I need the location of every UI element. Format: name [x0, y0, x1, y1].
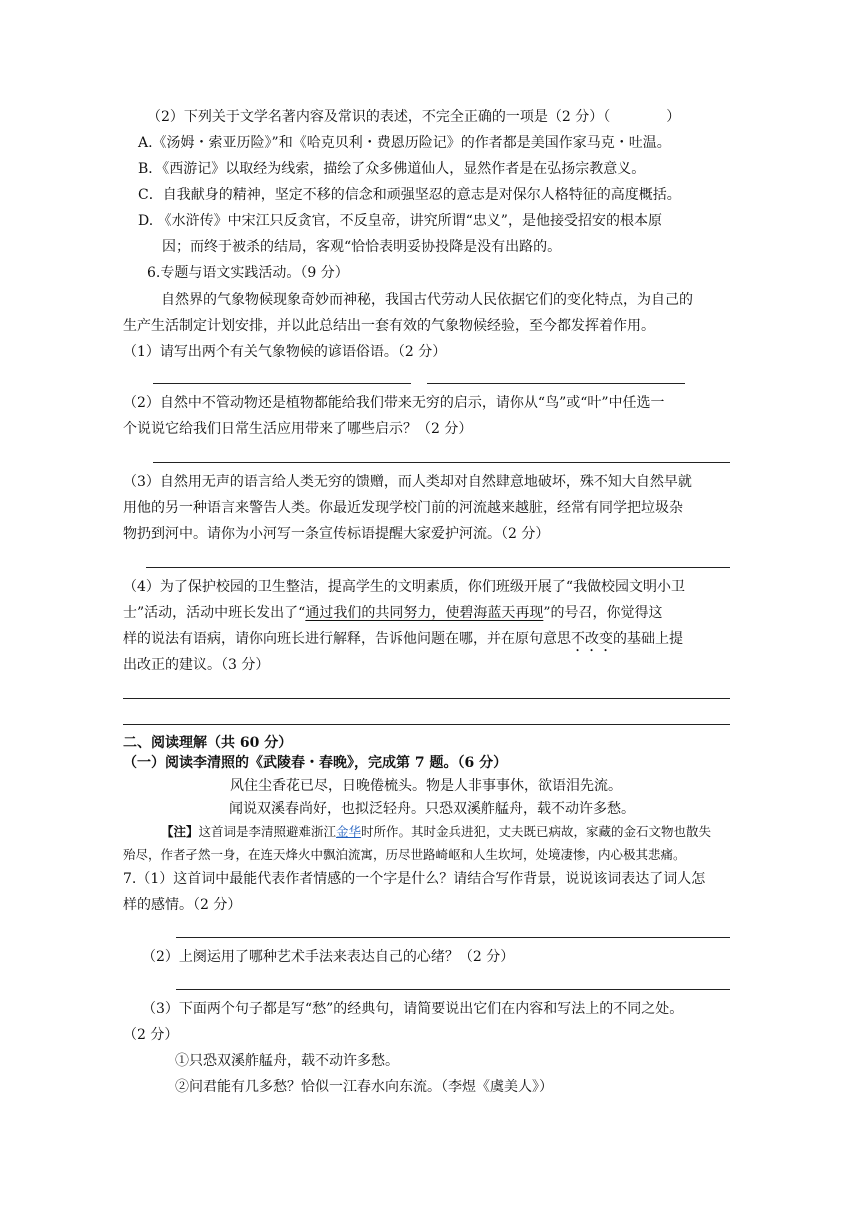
q6-title: 6.专题与语文实践活动。（9 分）	[147, 265, 349, 281]
poem-note-text-b: 时所作。其时金兵进犯，丈夫既已病故，家藏的金石文物也散失	[361, 824, 712, 839]
q6-part3-line2: 用他的另一种语言来警告人类。你最近发现学校门前的河流越来越脏，经常有同学把垃圾杂	[123, 500, 683, 516]
section2-sub1-heading: （一）阅读李清照的《武陵春・春晚》，完成第 7 题。（6 分）	[123, 755, 508, 771]
q7-part1-line1: 7.（1）这首词中最能代表作者情感的一个字是什么？请结合写作背景，说说该词表达了词人怎	[123, 871, 706, 887]
q6-part4-line3	[123, 629, 683, 655]
q7-part1-line2: 样的感情。（2 分）	[123, 897, 242, 913]
q5-2-option-b: B．《西游记》以取经为线索，描绘了众多佛道仙人，显然作者是在弘扬宗教意义。	[138, 161, 646, 177]
q6-part2-answer-line[interactable]	[153, 462, 730, 463]
q6-part4-line2	[123, 603, 663, 623]
q6-part4-line4: 出改正的建议。（3 分）	[123, 657, 270, 673]
q7-part2-answer-line[interactable]	[176, 989, 730, 990]
q6-part3-line1: （3）自然用无声的语言给人类无穷的馈赠，而人类却对自然肆意地破坏，殊不知大自然早就	[123, 474, 692, 490]
poem-line2: 闻说双溪春尚好，也拟泛轻舟。只恐双溪舴艋舟，载不动许多愁。	[229, 801, 635, 817]
q7-part1-answer-line[interactable]	[176, 937, 730, 938]
q6-part1-answer-line-2[interactable]	[427, 383, 685, 384]
q6-part3-line3: 物扔到河中。请你为小河写一条宣传标语提醒大家爱护河流。（2 分）	[123, 526, 550, 542]
q6-part1-answer-line-1[interactable]	[153, 383, 411, 384]
q7-part3-line1: （3）下面两个句子都是写“愁”的经典句，请简要说出它们在内容和写法上的不同之处。	[142, 1001, 684, 1017]
poem-note-text-a: 这首词是李清照避难浙江	[198, 824, 337, 839]
q7-part3-line2: （2 分）	[123, 1027, 179, 1043]
q6-intro-line1: 自然界的气象物候现象奇妙而神秘，我国古代劳动人民依据它们的变化特点，为自己的	[161, 292, 693, 308]
q6-part4-line3-text: 样的说法有语病，请你向班长进行解释，告诉他问题在哪，并在原句意思不改变的基础上提	[123, 631, 683, 647]
q6-part4-answer-line-1[interactable]	[123, 698, 730, 699]
q5-2-option-d-line2: 因；而终于被杀的结局，客观“恰恰表明妥协投降是没有出路的。	[162, 239, 562, 255]
q7-part2: （2）上阕运用了哪种艺术手法来表达自己的心绪？（2 分）	[142, 949, 515, 965]
q6-part3-answer-line[interactable]	[146, 567, 730, 568]
q6-part4-text-c: ”的号召，你觉得这	[543, 605, 663, 621]
q6-part4-quoted-slogan: 通过我们的共同努力，使碧海蓝天再现	[305, 605, 544, 621]
q7-sentence-2: ②问君能有几多愁？恰似一江春水向东流。（李煜《虞美人》）	[175, 1079, 553, 1095]
q6-intro-line2: 生产生活制定计划安排，并以此总结出一套有效的气象物候经验，至今都发挥着作用。	[123, 318, 655, 334]
q6-part2-line1: （2）自然中不管动物还是植物都能给我们带来无穷的启示，请你从“鸟”或“叶”中任选一	[123, 395, 665, 411]
poem-note-label: 【注】	[161, 824, 199, 839]
q6-part4-text-a: 士”活动，活动中班长发出了“	[123, 605, 306, 621]
poem-note-line2: 殆尽，作者孑然一身，在连天烽火中飘泊流寓，历尽世路崎岖和人生坎坷，处境凄惨，内心极其悲痛。	[123, 847, 686, 862]
emphasis-no-change: 不改变	[571, 631, 613, 647]
poem-line1: 风住尘香花已尽，日晚倦梳头。物是人非事事休，欲语泪先流。	[230, 778, 622, 794]
q5-2-option-c: C．自我献身的精神，坚定不移的信念和顽强坚忍的意志是对保尔人格特征的高度概括。	[138, 187, 681, 203]
poem-note-line1	[161, 822, 711, 842]
q5-2-option-a: A.《汤姆・索亚历险》”和《哈克贝利・费恩历险记》的作者都是美国作家马克・吐温。	[138, 135, 671, 151]
q5-2-stem: （2）下列关于文学名著内容及常识的表述，不完全正确的一项是（2 分）（ ）	[147, 109, 681, 125]
q7-sentence-1: ①只恐双溪舴艋舟，载不动许多愁。	[175, 1053, 399, 1069]
q5-2-option-d-line1: D. 《水浒传》中宋江只反贪官，不反皇帝，讲究所谓“忠义”，是他接受招安的根本原	[138, 213, 662, 229]
jinhua-link[interactable]: 金华	[336, 824, 362, 839]
q6-part1: （1）请写出两个有关气象物候的谚语俗语。（2 分）	[123, 344, 447, 360]
q6-part4-answer-line-2[interactable]	[123, 724, 730, 725]
q6-part2-line2: 个说说它给我们日常生活应用带来了哪些启示？（2 分）	[123, 421, 473, 437]
q6-part4-line1: （4）为了保护校园的卫生整洁，提高学生的文明素质，你们班级开展了“我做校园文明小卫	[123, 579, 686, 595]
section2-heading: 二、阅读理解（共 60 分）	[123, 735, 293, 751]
